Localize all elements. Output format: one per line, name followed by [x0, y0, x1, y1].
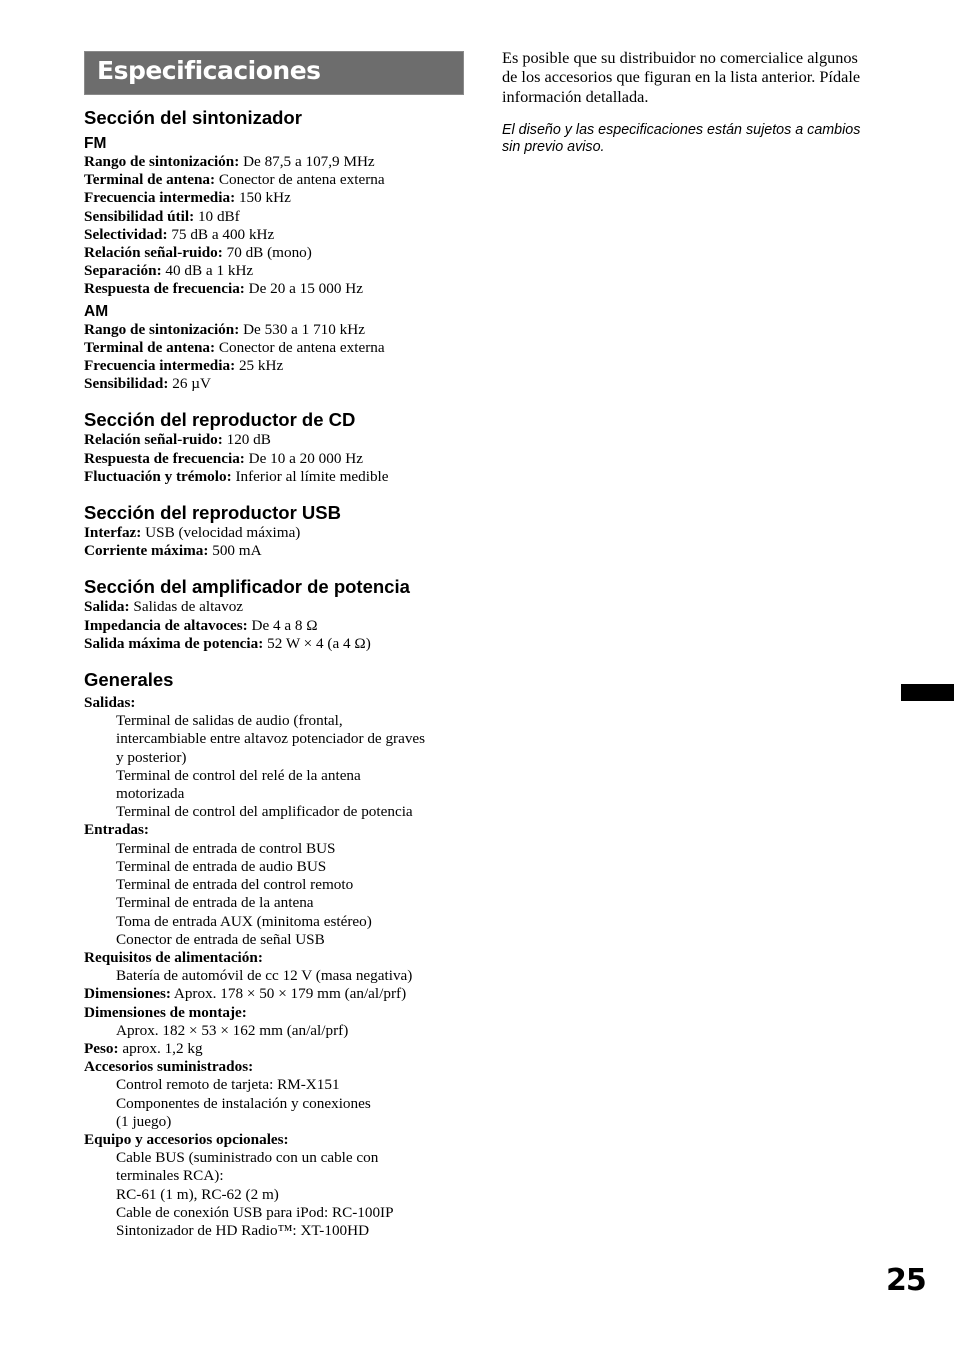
spec-value: 40 dB a 1 kHz: [165, 262, 254, 280]
amp-spec-list: [84, 598, 464, 653]
specs-change-notice: El diseño y las especificaciones están sujetos a cambios sin previo aviso.: [502, 121, 861, 156]
spec-label: Peso:: [84, 1039, 119, 1057]
spec-label: Dimensiones:: [84, 985, 171, 1003]
spec-value: Inferior al límite medible: [235, 467, 389, 485]
spec-row: [84, 244, 464, 262]
spec-value: y posterior): [116, 748, 187, 766]
spec-label: Rango de sintonización:: [84, 320, 240, 338]
spec-value: motorizada: [116, 785, 185, 803]
usb-heading: Sección del reproductor USB: [84, 502, 341, 524]
spec-value: De 20 a 15 000 Hz: [248, 280, 363, 298]
spec-row: [84, 208, 464, 226]
section-tab-marker: [901, 684, 954, 701]
spec-label: Entradas:: [84, 821, 149, 839]
spec-value: terminales RCA):: [116, 1167, 224, 1185]
spec-value: (1 juego): [116, 1112, 172, 1130]
spec-value: 120 dB: [226, 431, 271, 449]
spec-row: [84, 1131, 464, 1149]
spec-row: [84, 1004, 464, 1022]
spec-value: Conector de entrada de señal USB: [116, 930, 325, 948]
spec-row: [84, 375, 464, 393]
spec-row: [84, 450, 464, 468]
spec-value: 25 kHz: [238, 357, 284, 375]
spec-value: Salidas de altavoz: [133, 598, 244, 616]
spec-label: Corriente máxima:: [84, 542, 209, 560]
spec-row: [84, 153, 464, 171]
spec-label: Respuesta de frecuencia:: [84, 449, 245, 467]
spec-value: De 530 a 1 710 kHz: [243, 320, 365, 338]
spec-value: 26 µV: [172, 375, 211, 393]
spec-value: Control remoto de tarjeta: RM-X151: [116, 1076, 340, 1094]
spec-row: [84, 262, 464, 280]
spec-label: Dimensiones de montaje:: [84, 1003, 247, 1021]
spec-row: [84, 189, 464, 207]
page-title-bar: [84, 51, 464, 95]
spec-value: 10 dBf: [197, 207, 240, 225]
page-title: Especificaciones: [97, 56, 321, 85]
spec-label: Impedancia de altavoces:: [84, 616, 248, 634]
amp-heading: Sección del amplificador de potencia: [84, 576, 410, 598]
spec-row: [84, 171, 464, 189]
spec-value: De 10 a 20 000 Hz: [248, 449, 363, 467]
spec-row: [84, 617, 464, 635]
spec-label: Rango de sintonización:: [84, 153, 240, 170]
spec-value: 500 mA: [212, 542, 262, 560]
spec-row: [84, 821, 464, 839]
spec-row: [84, 321, 464, 339]
spec-row: [84, 339, 464, 357]
spec-value: Conector de antena externa: [218, 171, 385, 189]
spec-label: Salidas:: [84, 694, 136, 712]
spec-value: Aprox. 178 × 50 × 179 mm (an/al/prf): [173, 985, 407, 1003]
spec-value: 70 dB (mono): [226, 244, 312, 262]
spec-label: Terminal de antena:: [84, 171, 216, 189]
general-heading: Generales: [84, 669, 174, 691]
spec-value: 52 W × 4 (a 4 Ω): [267, 634, 371, 652]
spec-label: Salida máxima de potencia:: [84, 634, 264, 652]
spec-value: USB (velocidad máxima): [145, 524, 301, 542]
spec-label: Frecuencia intermedia:: [84, 189, 236, 207]
spec-row: [84, 431, 464, 449]
spec-value: intercambiable entre altavoz potenciador de graves: [116, 730, 426, 748]
spec-label: Relación señal-ruido:: [84, 244, 223, 262]
spec-value: 150 kHz: [238, 189, 291, 207]
spec-row: [84, 949, 464, 967]
spec-value: Batería de automóvil de cc 12 V (masa negativa): [116, 967, 413, 985]
am-label: AM: [84, 302, 109, 320]
spec-label: Requisitos de alimentación:: [84, 948, 263, 966]
spec-value: De 4 a 8 Ω: [251, 616, 318, 634]
spec-row: [84, 524, 464, 542]
spec-value: Componentes de instalación y conexiones: [116, 1094, 371, 1112]
spec-value: aprox. 1,2 kg: [122, 1039, 203, 1057]
spec-row: [84, 468, 464, 486]
spec-label: Relación señal-ruido:: [84, 431, 223, 449]
spec-value: Cable de conexión USB para iPod: RC-100IP: [116, 1203, 394, 1221]
right-column: [502, 48, 862, 157]
spec-value: Sintonizador de HD Radio™: XT-100HD: [116, 1221, 370, 1239]
spec-label: Sensibilidad:: [84, 375, 169, 393]
spec-row: [84, 357, 464, 375]
spec-row: [84, 635, 464, 653]
spec-label: Terminal de antena:: [84, 338, 216, 356]
spec-value: Terminal de entrada de la antena: [116, 894, 314, 912]
spec-value: Toma de entrada AUX (minitoma estéreo): [116, 912, 372, 930]
spec-label: Equipo y accesorios opcionales:: [84, 1130, 289, 1148]
spec-label: Fluctuación y trémolo:: [84, 467, 232, 485]
spec-row: [84, 598, 464, 616]
spec-value: 75 dB a 400 kHz: [171, 225, 275, 243]
spec-row: [84, 280, 464, 298]
spec-value: Terminal de salidas de audio (frontal,: [116, 712, 343, 730]
spec-label: Sensibilidad útil:: [84, 207, 195, 225]
spec-label: Accesorios suministrados:: [84, 1058, 254, 1076]
spec-row: [84, 985, 464, 1003]
page-number: 25: [886, 1263, 926, 1298]
spec-row: [84, 1040, 464, 1058]
fm-spec-list: [84, 153, 464, 299]
usb-spec-list: [84, 524, 464, 560]
spec-value: Terminal de entrada de control BUS: [116, 839, 336, 857]
spec-value: Aprox. 182 × 53 × 162 mm (an/al/prf): [116, 1021, 349, 1039]
spec-label: Interfaz:: [84, 524, 142, 542]
spec-row: [84, 542, 464, 560]
spec-label: Selectividad:: [84, 225, 168, 243]
spec-label: Separación:: [84, 262, 162, 280]
spec-value: Terminal de control del amplificador de potencia: [116, 803, 413, 821]
spec-value: Conector de antena externa: [218, 338, 385, 356]
accessories-note: Es posible que su distribuidor no comercialice algunos de los accesorios que figuran en la lista anterior. Pídale información detallada.: [502, 48, 861, 106]
cd-spec-list: [84, 431, 464, 486]
spec-value: Terminal de entrada de audio BUS: [116, 857, 327, 875]
spec-row: [84, 1058, 464, 1076]
spec-row: [84, 226, 464, 244]
spec-value: Cable BUS (suministrado con un cable con: [116, 1149, 379, 1167]
spec-label: Salida:: [84, 598, 130, 616]
spec-label: Respuesta de frecuencia:: [84, 280, 245, 298]
tuner-heading: Sección del sintonizador: [84, 107, 302, 128]
spec-value: De 87,5 a 107,9 MHz: [243, 153, 375, 170]
general-spec-list: [84, 694, 464, 1240]
am-spec-list: [84, 321, 464, 394]
spec-row: [84, 694, 464, 712]
left-column: [84, 51, 464, 1240]
cd-heading: Sección del reproductor de CD: [84, 409, 356, 431]
spec-value: Terminal de entrada del control remoto: [116, 876, 354, 894]
fm-label: FM: [84, 135, 107, 152]
spec-value: Terminal de control del relé de la antena: [116, 766, 361, 784]
spec-label: Frecuencia intermedia:: [84, 357, 236, 375]
spec-value: RC-61 (1 m), RC-62 (2 m): [116, 1185, 279, 1203]
